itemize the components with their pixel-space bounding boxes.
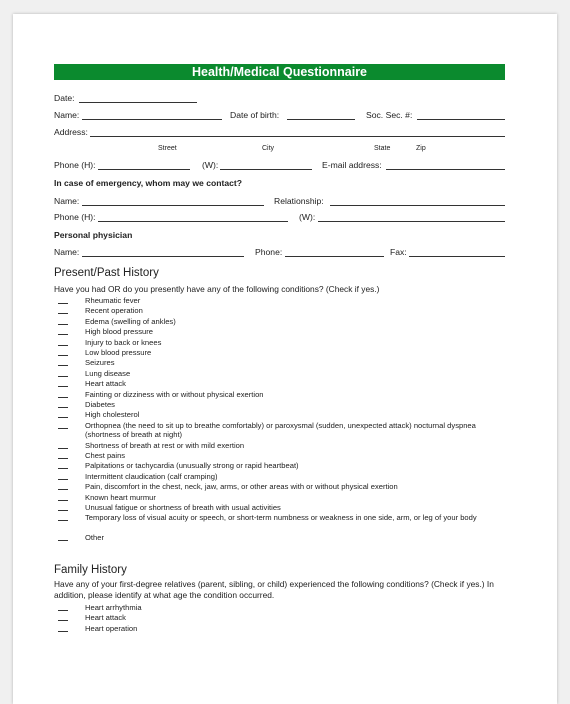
condition-label: High blood pressure [85,327,153,337]
condition-label: Injury to back or knees [85,337,162,347]
condition-checkbox[interactable] [58,386,68,387]
physician-heading-text: Personal physician [54,230,133,240]
condition-checkbox[interactable] [58,479,68,480]
present-history-heading: Present/Past History [54,267,159,279]
emergency-heading-text: In case of emergency, whom may we contact? [54,178,243,188]
condition-checkbox[interactable] [58,500,68,501]
email-field[interactable] [386,160,505,170]
address-label: Address: [54,127,88,137]
condition-checkbox[interactable] [58,489,68,490]
date-label: Date: [54,93,75,103]
phone-field[interactable] [98,160,190,170]
condition-label: Pain, discomfort in the chest, neck, jaw, arms, or other areas with or without physical exertion [85,482,398,492]
family-history-heading: Family History [54,564,127,576]
work-phone-label: (W): [202,160,219,170]
condition-label: Fainting or dizziness with or without physical exertion [85,389,264,399]
condition-checkbox[interactable] [58,520,68,521]
condition-label: Known heart murmur [85,492,156,502]
state-label: State [374,145,391,152]
name-row [54,110,505,121]
condition-label: Lung disease [85,368,131,378]
emergency-phone-field[interactable] [98,212,288,222]
condition-label: Intermittent claudication (calf cramping) [85,471,218,481]
condition-checkbox[interactable] [58,345,68,346]
date-field[interactable] [79,93,197,103]
condition-label: Other [85,533,104,543]
dob-field[interactable] [287,110,355,120]
physician-phone-label: Phone: [255,247,283,257]
date-row [54,93,505,104]
condition-label: Low blood pressure [85,347,152,357]
condition-checkbox[interactable] [58,610,68,611]
condition-checkbox[interactable] [58,468,68,469]
condition-checkbox[interactable] [58,458,68,459]
condition-label: Temporary loss of visual acuity or speech, or short-term numbness or weakness in one side, arm, or leg of your body [85,513,477,523]
relationship-field[interactable] [330,196,505,206]
condition-checkbox[interactable] [58,324,68,325]
condition-label: Seizures [85,358,115,368]
physician-fax-label: Fax: [390,247,407,257]
condition-label: Rheumatic fever [85,296,141,305]
condition-label: Recent operation [85,306,143,316]
emergency-work-label: (W): [299,212,316,222]
emergency-name-field[interactable] [82,196,264,206]
physician-phone-field[interactable] [285,247,384,257]
family-history-prompt: Have any of your first-degree relatives (parent, sibling, or child) experienced the following conditions? (Check if yes.) In addition, please identify at what age the condition occurred. [54,579,494,600]
name-field[interactable] [82,110,222,120]
address-field[interactable] [90,127,505,137]
zip-label: Zip [416,145,426,152]
condition-checkbox[interactable] [58,428,68,429]
condition-checkbox[interactable] [58,365,68,366]
page-title: Health/Medical Questionnaire [54,64,505,80]
condition-checkbox[interactable] [58,540,68,541]
condition-label: Heart attack [85,613,126,623]
condition-label: Unusual fatigue or shortness of breath with usual activities [85,503,281,513]
physician-fax-field[interactable] [409,247,505,257]
city-label: City [262,145,275,152]
relationship-label: Relationship: [274,196,324,206]
emergency-name-row [54,196,505,207]
condition-label: High cholesterol [85,410,140,420]
name-label: Name: [54,110,80,120]
condition-label: Heart operation [85,623,138,633]
ssn-field[interactable] [417,110,505,120]
condition-checkbox[interactable] [58,355,68,356]
condition-checkbox[interactable] [58,303,68,304]
condition-checkbox[interactable] [58,620,68,621]
condition-checkbox[interactable] [58,334,68,335]
dob-label: Date of birth: [230,110,280,120]
condition-checkbox[interactable] [58,376,68,377]
emergency-phone-row [54,212,505,223]
condition-label: Heart arrhythmia [85,603,142,612]
condition-label: Palpitations or tachycardia (unusually strong or rapid heartbeat) [85,461,299,471]
ssn-label: Soc. Sec. #: [366,110,413,120]
physician-heading [54,230,505,241]
emergency-phone-label: Phone (H): [54,212,96,222]
physician-name-label: Name: [54,247,80,257]
street-label: Street [158,145,177,152]
emergency-heading [54,178,505,189]
email-label: E-mail address: [322,160,382,170]
emergency-name-label: Name: [54,196,80,206]
condition-label: Orthopnea (the need to sit up to breathe comfortably) or paroxysmal (sudden, unexpected attack) nocturnal dyspnea (shortness of breath at night) [85,420,476,440]
phone-label: Phone (H): [54,160,96,170]
condition-checkbox[interactable] [58,631,68,632]
address-sublabels [54,145,505,156]
condition-checkbox[interactable] [58,417,68,418]
condition-label: Shortness of breath at rest or with mild exertion [85,440,245,450]
condition-checkbox[interactable] [58,407,68,408]
condition-label: Diabetes [85,399,115,409]
address-row [54,127,505,138]
condition-checkbox[interactable] [58,448,68,449]
condition-checkbox[interactable] [58,397,68,398]
emergency-work-field[interactable] [318,212,505,222]
condition-label: Edema (swelling of ankles) [85,316,176,326]
present-history-prompt: Have you had OR do you presently have any of the following conditions? (Check if yes.) [54,284,380,294]
physician-row [54,247,505,258]
condition-label: Heart attack [85,379,126,389]
work-phone-field[interactable] [220,160,312,170]
condition-label: Chest pains [85,451,126,461]
condition-checkbox[interactable] [58,313,68,314]
document-page [13,14,557,704]
condition-checkbox[interactable] [58,510,68,511]
phone-row [54,160,505,171]
physician-name-field[interactable] [82,247,244,257]
